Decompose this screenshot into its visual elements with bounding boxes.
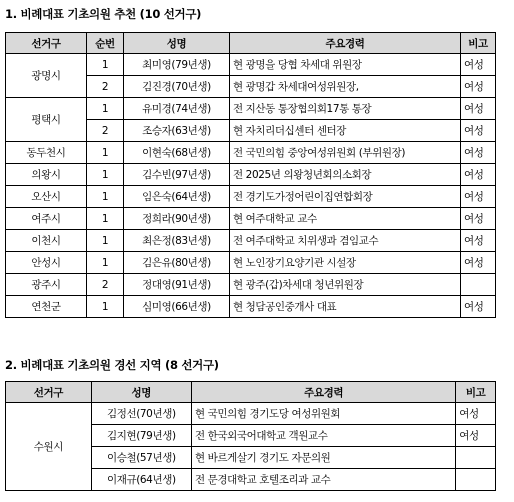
cell-district: 이천시 [6,230,87,252]
cell-career: 전 문경대학교 호텔조리과 교수 [191,469,455,491]
cell-district: 광명시 [6,54,87,98]
table-row [6,296,496,318]
cell-name: 김은유(80년생) [124,252,230,274]
cell-note: 여성 [461,76,496,98]
cell-note: 여성 [461,120,496,142]
primary-contest-table [5,381,496,491]
cell-career: 현 광주(갑)차세대 청년위원장 [230,274,461,296]
cell-career: 전 한국외국어대학교 객원교수 [191,425,455,447]
header-note: 비고 [456,382,496,403]
cell-name: 임은숙(64년생) [124,186,230,208]
cell-order: 1 [87,142,124,164]
table-header-row [6,382,496,403]
header-district: 선거구 [6,33,87,54]
header-name: 성명 [91,382,191,403]
cell-note: 여성 [461,54,496,76]
cell-district: 광주시 [6,274,87,296]
header-career: 주요경력 [230,33,461,54]
cell-career: 전 국민의힘 중앙여성위원회 (부위원장) [230,142,461,164]
cell-note: 여성 [461,296,496,318]
table-row [6,274,496,296]
section1-title: 1. 비례대표 기초의원 추천 (10 선거구) [5,7,202,21]
cell-career: 전 2025년 의왕청년회의소회장 [230,164,461,186]
cell-district: 의왕시 [6,164,87,186]
table-row [6,403,496,425]
cell-order: 1 [87,252,124,274]
cell-name: 김진경(70년생) [124,76,230,98]
cell-career: 전 지산동 통장협의회17통 통장 [230,98,461,120]
cell-order: 1 [87,54,124,76]
cell-note: 여성 [456,403,496,425]
cell-note [456,469,496,491]
cell-career: 현 바르게살기 경기도 자문의원 [191,447,455,469]
cell-district: 오산시 [6,186,87,208]
recommendation-table [5,32,496,318]
cell-name: 유미경(74년생) [124,98,230,120]
table-row [6,164,496,186]
cell-order: 1 [87,164,124,186]
cell-note: 여성 [461,98,496,120]
cell-name: 이승철(57년생) [91,447,191,469]
cell-career: 현 노인장기요양기관 시설장 [230,252,461,274]
table-row [6,142,496,164]
cell-name: 이재규(64년생) [91,469,191,491]
cell-name: 심미영(66년생) [124,296,230,318]
header-note: 비고 [461,33,496,54]
cell-name: 조승자(63년생) [124,120,230,142]
cell-order: 2 [87,76,124,98]
cell-name: 이현숙(68년생) [124,142,230,164]
header-career: 주요경력 [191,382,455,403]
cell-note: 여성 [461,186,496,208]
cell-order: 1 [87,208,124,230]
cell-note: 여성 [461,252,496,274]
cell-note: 여성 [461,208,496,230]
cell-district: 동두천시 [6,142,87,164]
cell-career: 현 국민의힘 경기도당 여성위원회 [191,403,455,425]
cell-name: 정희라(90년생) [124,208,230,230]
cell-order: 2 [87,274,124,296]
cell-order: 1 [87,230,124,252]
cell-note: 여성 [461,164,496,186]
cell-note [456,447,496,469]
header-district: 선거구 [6,382,92,403]
cell-district: 평택시 [6,98,87,142]
cell-name: 김정선(70년생) [91,403,191,425]
cell-district: 연천군 [6,296,87,318]
cell-name: 최은정(83년생) [124,230,230,252]
cell-note: 여성 [461,230,496,252]
table-row [6,252,496,274]
cell-career: 현 자치리더십센터 센터장 [230,120,461,142]
cell-order: 1 [87,98,124,120]
cell-district: 수원시 [6,403,92,491]
cell-career: 전 여주대학교 치위생과 겸임교수 [230,230,461,252]
table-row [6,208,496,230]
cell-name: 정대영(91년생) [124,274,230,296]
cell-name: 김지현(79년생) [91,425,191,447]
table-row [6,54,496,76]
cell-name: 김수빈(97년생) [124,164,230,186]
table-header-row [6,33,496,54]
table-row [6,98,496,120]
cell-note [461,274,496,296]
cell-note: 여성 [461,142,496,164]
cell-career: 현 청담공인중개사 대표 [230,296,461,318]
cell-name: 최미영(79년생) [124,54,230,76]
cell-career: 현 광명을 당협 차세대 위원장 [230,54,461,76]
header-order: 순번 [87,33,124,54]
cell-district: 여주시 [6,208,87,230]
cell-career: 현 여주대학교 교수 [230,208,461,230]
cell-order: 1 [87,186,124,208]
cell-career: 전 경기도가정어린이집연합회장 [230,186,461,208]
header-name: 성명 [124,33,230,54]
cell-order: 1 [87,296,124,318]
table-row [6,186,496,208]
cell-note: 여성 [456,425,496,447]
cell-district: 안성시 [6,252,87,274]
table-row [6,230,496,252]
section2-title: 2. 비례대표 기초의원 경선 지역 (8 선거구) [5,358,219,372]
cell-career: 현 광명갑 차세대여성위원장, [230,76,461,98]
cell-order: 2 [87,120,124,142]
